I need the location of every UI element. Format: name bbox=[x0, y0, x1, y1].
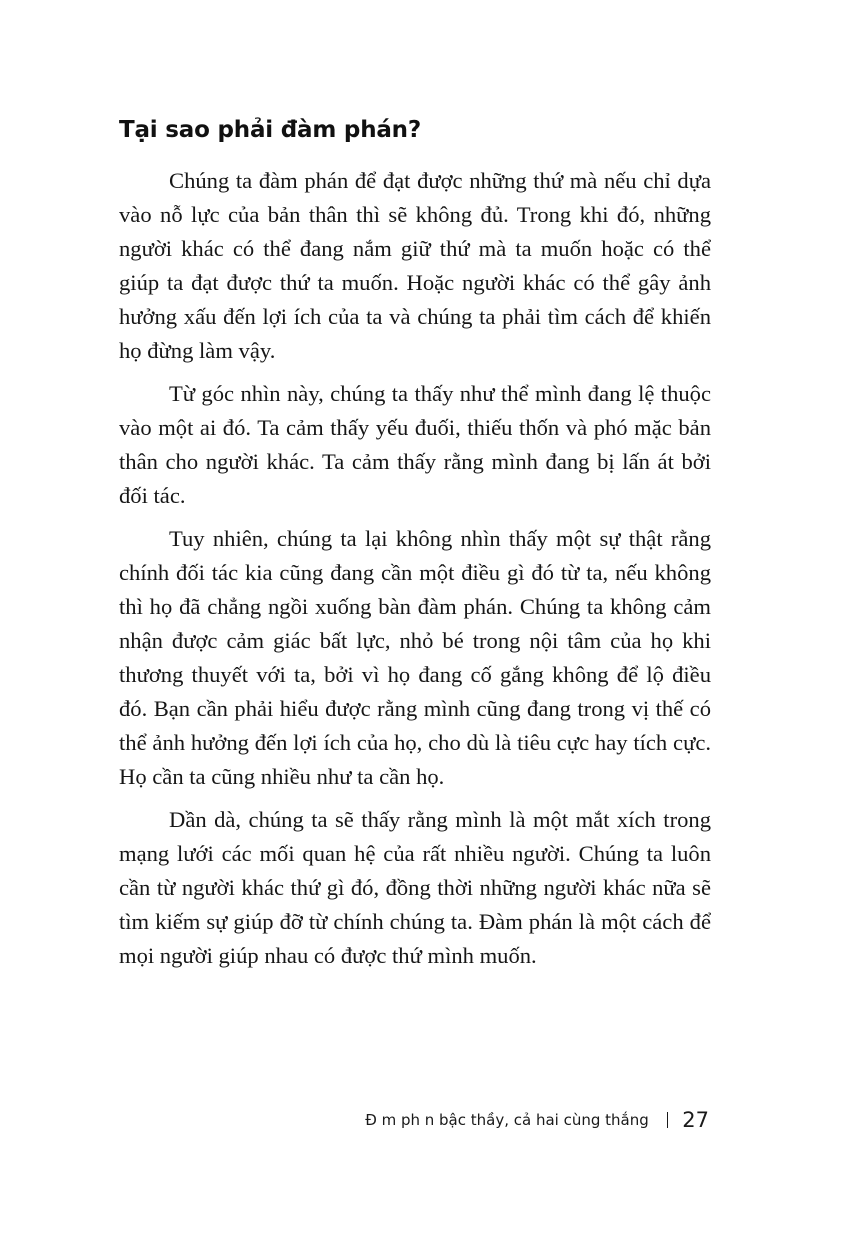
page-footer bbox=[365, 1106, 709, 1134]
running-footer-title: Đ m ph n bậc thầy, cả hai cùng thắng bbox=[365, 1111, 649, 1129]
paragraph: Tuy nhiên, chúng ta lại không nhìn thấy một sự thật rằng chính đối tác kia cũng đang cần một điều gì đó từ ta, nếu không thì họ đã chẳng ngồi xuống bàn đàm phán. Chúng ta không cảm nhận được cảm giác bất lực, nhỏ bé trong nội tâm của họ khi thương thuyết với ta, bởi vì họ đang cố gắng không để lộ điều đó. Bạn cần phải hiểu được rằng mình cũng đang trong vị thế có thể ảnh hưởng đến lợi ích của họ, cho dù là tiêu cực hay tích cực. Họ cần ta cũng nhiều như ta cần họ. bbox=[119, 526, 711, 789]
body-text bbox=[119, 164, 711, 982]
paragraph: Từ góc nhìn này, chúng ta thấy như thể mình đang lệ thuộc vào một ai đó. Ta cảm thấy yếu đuối, thiếu thốn và phó mặc bản thân cho người khác. Ta cảm thấy rằng mình đang bị lấn át bởi đối tác. bbox=[119, 381, 711, 508]
paragraph: Dần dà, chúng ta sẽ thấy rằng mình là một mắt xích trong mạng lưới các mối quan hệ của rất nhiều người. Chúng ta luôn cần từ người khác thứ gì đó, đồng thời những người khác nữa sẽ tìm kiếm sự giúp đỡ từ chính chúng ta. Đàm phán là một cách để mọi người giúp nhau có được thứ mình muốn. bbox=[119, 807, 711, 968]
footer-divider bbox=[667, 1112, 669, 1128]
paragraph: Chúng ta đàm phán để đạt được những thứ mà nếu chỉ dựa vào nỗ lực của bản thân thì sẽ không đủ. Trong khi đó, những người khác có thể đang nắm giữ thứ mà ta muốn hoặc có thể giúp ta đạt được thứ ta muốn. Hoặc người khác có thể gây ảnh hưởng xấu đến lợi ích của ta và chúng ta phải tìm cách để khiến họ đừng làm vậy. bbox=[119, 168, 711, 363]
section-heading: Tại sao phải đàm phán? bbox=[119, 117, 422, 143]
page-number: 27 bbox=[682, 1108, 709, 1132]
